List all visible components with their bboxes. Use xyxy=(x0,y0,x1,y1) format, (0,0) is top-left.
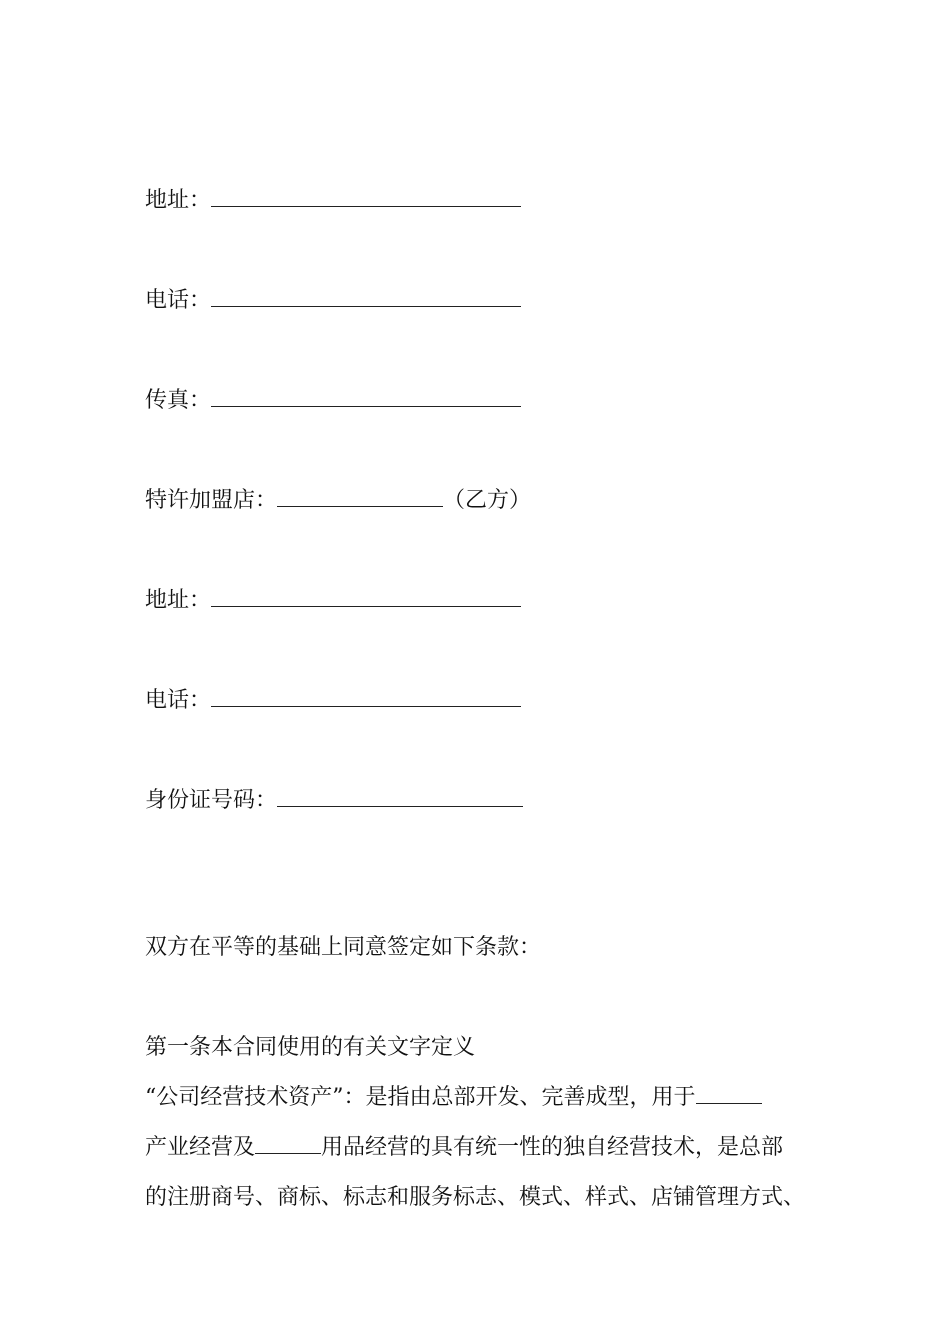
address-label: 地址： xyxy=(145,188,212,213)
party-b-phone-row xyxy=(145,686,521,716)
franchise-blank xyxy=(277,486,443,507)
address-label: 地址： xyxy=(145,588,212,613)
party-a-address-row xyxy=(145,186,521,216)
fax-label: 传真： xyxy=(145,388,212,413)
article-1-line-3: 的注册商号、商标、标志和服务标志、模式、样式、店铺管理方式、 xyxy=(145,1185,806,1210)
article-1-line-1 xyxy=(145,1083,762,1113)
party-a-phone-row xyxy=(145,286,521,316)
phone-label: 电话： xyxy=(145,688,212,713)
franchise-row xyxy=(145,486,531,516)
phone-blank xyxy=(211,286,521,307)
intro-paragraph: 双方在平等的基础上同意签定如下条款： xyxy=(145,935,542,960)
definition-text: 产业经营及 xyxy=(145,1135,256,1160)
party-b-address-row xyxy=(145,586,521,616)
id-number-label: 身份证号码： xyxy=(145,788,278,813)
goods-blank xyxy=(255,1133,321,1154)
fax-blank xyxy=(211,386,521,407)
address-blank xyxy=(211,586,521,607)
definition-text: “公司经营技术资产”：是指由总部开发、完善成型，用于 xyxy=(145,1085,696,1110)
party-a-fax-row xyxy=(145,386,521,416)
party-b-id-row xyxy=(145,786,523,816)
article-1-heading: 第一条本合同使用的有关文字定义 xyxy=(145,1035,476,1060)
industry-blank xyxy=(696,1083,762,1104)
definition-text: 用品经营的具有统一性的独自经营技术，是总部 xyxy=(321,1135,784,1160)
party-b-tag: （乙方） xyxy=(443,488,532,513)
address-blank xyxy=(211,186,521,207)
franchise-label: 特许加盟店： xyxy=(145,488,278,513)
id-number-blank xyxy=(277,786,523,807)
article-1-line-2 xyxy=(145,1133,783,1163)
phone-label: 电话： xyxy=(145,288,212,313)
phone-blank xyxy=(211,686,521,707)
